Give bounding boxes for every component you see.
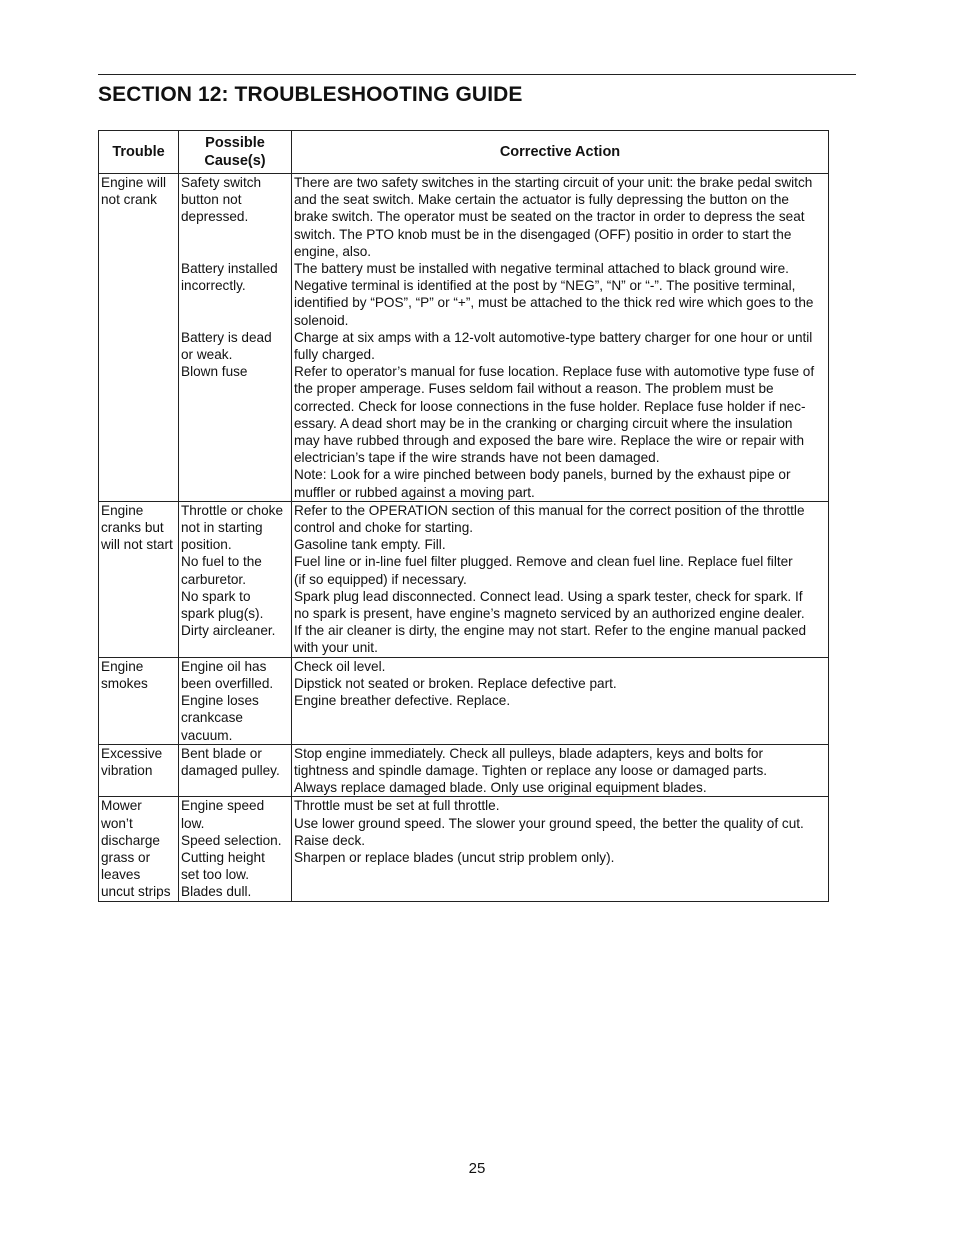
trouble-cell: Mower won’t discharge grass or leaves uncut strips	[99, 797, 179, 901]
page-title: SECTION 12: TROUBLESHOOTING GUIDE	[98, 83, 523, 106]
action-cell	[292, 174, 829, 502]
table-row	[99, 174, 829, 502]
cause-item: Dirty aircleaner.	[181, 623, 276, 639]
causes-cell	[179, 501, 292, 657]
trouble-cell: Engine will not crank	[99, 174, 179, 502]
action-cell	[292, 501, 829, 657]
cause-item: Throttle or choke not in starting position.	[181, 502, 283, 553]
action-item: Refer to operator’s manual for fuse location. Replace fuse with automotive type fuse of the proper amperage. Fuses seldom fail without a reason. The problem must be corrected. Check for loose connections in the fuse holder. Replace fuse holder if nec- essary. A dead short may be in the cranking or charging circuit where the insulation may have rubbed through and exposed the bare wire. Replace the wire or repair with electrician’s tape if the wire strands have not been damaged.	[294, 364, 815, 466]
action-item: Use lower ground speed. The slower your ground speed, the better the quality of cut.	[294, 815, 804, 831]
action-item: Stop engine immediately. Check all pulleys, blade adapters, keys and bolts for tightness and spindle damage. Tighten or replace any loose or damaged parts. Always replace damaged blade. Only use original equipment blades.	[294, 745, 768, 796]
trouble-cell: Excessive vibration	[99, 744, 179, 797]
action-item: Charge at six amps with a 12-volt automotive-type battery charger for one hour or until fully charged.	[294, 329, 813, 363]
cause-item: Blown fuse	[181, 364, 248, 380]
column-header-trouble: Trouble	[99, 131, 179, 174]
action-item: Throttle must be set at full throttle.	[294, 798, 500, 814]
causes-cell	[179, 744, 292, 797]
table-header-row	[99, 131, 829, 174]
action-item: If the air cleaner is dirty, the engine may not start. Refer to the engine manual packed with your unit.	[294, 623, 807, 656]
cause-item: Battery is dead or weak.	[181, 329, 272, 363]
table-row	[99, 797, 829, 901]
cause-item: Engine oil has been overfilled.	[181, 658, 274, 691]
action-item: Note: Look for a wire pinched between body panels, burned by the exhaust pipe or muffler or rubbed against a moving part.	[294, 467, 791, 500]
action-item: Fuel line or in-line fuel filter plugged. Remove and clean fuel line. Replace fuel filter (if so equipped) if necessary.	[294, 554, 793, 587]
cause-item: Safety switch button not depressed.	[181, 175, 262, 225]
action-item: Gasoline tank empty. Fill.	[294, 537, 446, 553]
action-item: Dipstick not seated or broken. Replace defective part.	[294, 675, 617, 691]
action-item: Engine breather defective. Replace.	[294, 693, 511, 709]
cause-item: Engine speed low.	[181, 798, 265, 831]
column-header-action: Corrective Action	[292, 131, 829, 174]
action-item: Spark plug lead disconnected. Connect lead. Using a spark tester, check for spark. If no spark is present, have engine’s magneto serviced by an authorized engine dealer.	[294, 588, 805, 622]
action-cell	[292, 657, 829, 744]
action-item: Sharpen or replace blades (uncut strip problem only).	[294, 849, 615, 865]
action-cell	[292, 744, 829, 797]
action-item: The battery must be installed with negative terminal attached to black ground wire. Negative terminal is identified at the post by “NEG”, “N” or “-”. The positive terminal, identified by “POS”, “P” or “+”, must be attached to the thick red wire which goes to the solenoid.	[294, 261, 814, 328]
top-rule	[98, 74, 856, 75]
cause-item: No spark to spark plug(s).	[181, 588, 264, 622]
table-row	[99, 657, 829, 744]
cause-item: Battery installed incorrectly.	[181, 261, 278, 294]
cause-item: No fuel to the carburetor.	[181, 554, 262, 587]
causes-cell	[179, 797, 292, 901]
cause-item: Engine loses crankcase vacuum.	[181, 693, 259, 743]
column-header-causes: Possible Cause(s)	[179, 131, 292, 174]
page-number: 25	[468, 1160, 486, 1177]
cause-item: Cutting height set too low.	[181, 849, 265, 883]
action-item: Raise deck.	[294, 832, 366, 848]
causes-cell	[179, 174, 292, 502]
table-row	[99, 744, 829, 797]
causes-cell	[179, 657, 292, 744]
trouble-cell: Engine cranks but will not start	[99, 501, 179, 657]
cause-item: Speed selection.	[181, 832, 282, 848]
trouble-cell: Engine smokes	[99, 657, 179, 744]
troubleshooting-table	[98, 130, 829, 902]
action-cell	[292, 797, 829, 901]
table-row	[99, 501, 829, 657]
cause-item: Bent blade or damaged pulley.	[181, 745, 280, 778]
action-item: There are two safety switches in the starting circuit of your unit: the brake pedal switch and the seat switch. Make certain the actuator is fully depressing the button on the brake switch. The operator must be seated on the tractor in order to depress the seat switch. The PTO knob must be in the disengaged (OFF) positio in order to start the engine, also.	[294, 175, 813, 259]
cause-item: Blades dull.	[181, 884, 252, 900]
action-item: Refer to the OPERATION section of this manual for the correct position of the throttle control and choke for starting.	[294, 502, 805, 536]
action-item: Check oil level.	[294, 658, 386, 674]
